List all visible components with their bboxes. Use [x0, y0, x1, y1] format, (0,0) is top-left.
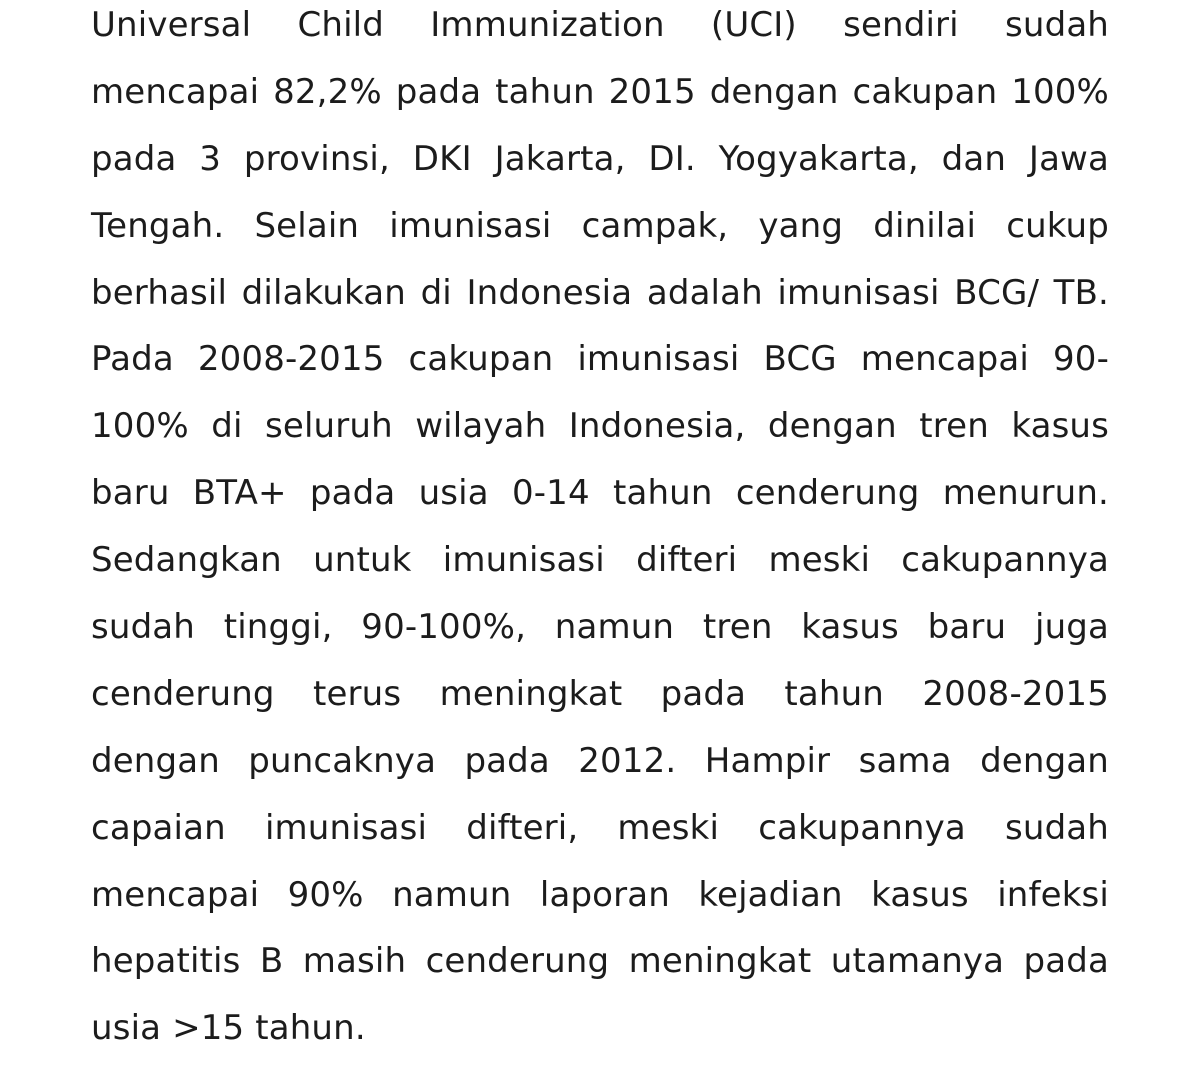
paragraph-line: Pada 2008-2015 cakupan imunisasi BCG mencapai 90- — [91, 339, 1109, 380]
paragraph-line: berhasil dilakukan di Indonesia adalah imunisasi BCG/ TB. — [91, 272, 1109, 313]
paragraph-line: dengan puncaknya pada 2012. Hampir sama dengan — [91, 740, 1109, 781]
paragraph-line: Sedangkan untuk imunisasi difteri meski cakupannya — [91, 540, 1109, 581]
body-paragraph — [91, 0, 1109, 1062]
paragraph-line: hepatitis B masih cenderung meningkat utamanya pada — [91, 941, 1109, 982]
paragraph-line: mencapai 82,2% pada tahun 2015 dengan cakupan 100% — [91, 71, 1109, 112]
paragraph-line: 100% di seluruh wilayah Indonesia, dengan tren kasus — [91, 406, 1109, 447]
paragraph-line: cenderung terus meningkat pada tahun 2008-2015 — [91, 673, 1109, 714]
paragraph-line: Universal Child Immunization (UCI) sendiri sudah — [91, 5, 1109, 45]
paragraph-line: sudah tinggi, 90-100%, namun tren kasus baru juga — [91, 607, 1109, 648]
paragraph-line-last: usia >15 tahun. — [91, 1008, 366, 1049]
paragraph-line: baru BTA+ pada usia 0-14 tahun cenderung menurun. — [91, 473, 1109, 514]
paragraph-line: mencapai 90% namun laporan kejadian kasus infeksi — [91, 874, 1109, 915]
paragraph-line: Tengah. Selain imunisasi campak, yang dinilai cukup — [91, 205, 1109, 246]
paragraph-line: capaian imunisasi difteri, meski cakupannya sudah — [91, 807, 1109, 848]
paragraph-line: pada 3 provinsi, DKI Jakarta, DI. Yogyakarta, dan Jawa — [91, 138, 1109, 179]
